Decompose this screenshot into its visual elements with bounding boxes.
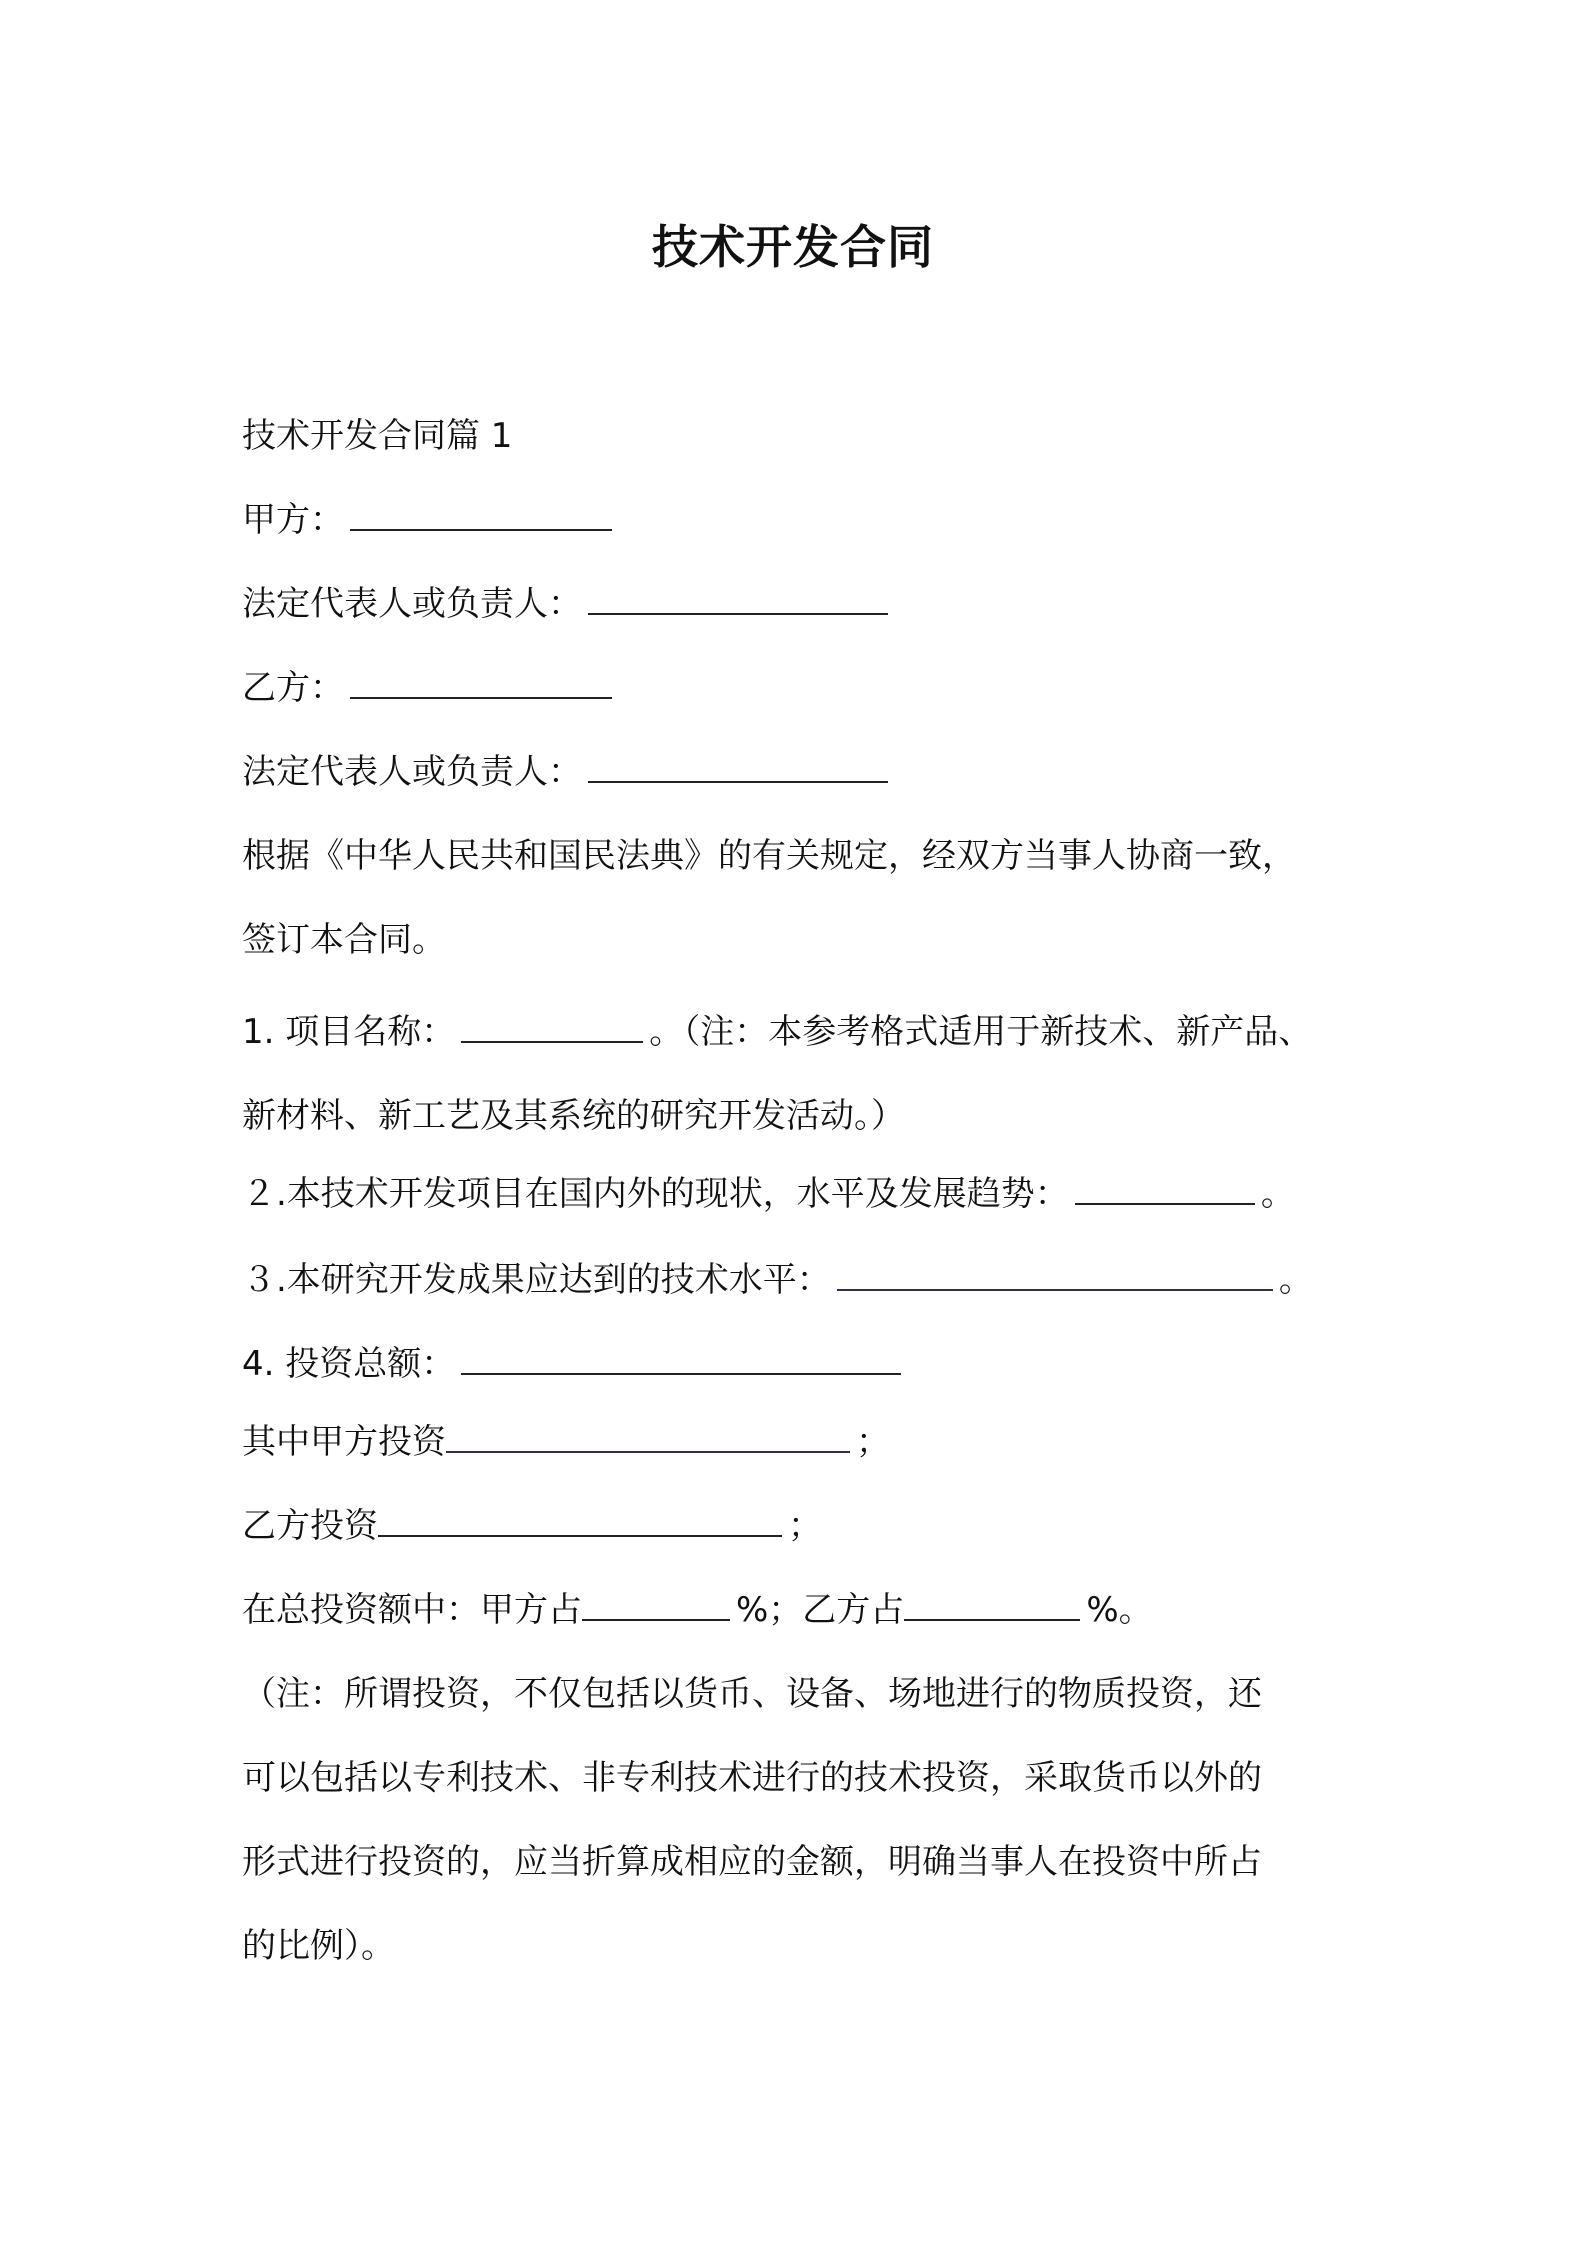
- party-b-invest-blank: [378, 1499, 782, 1537]
- party-b-invest-label: 乙方投资: [242, 1506, 378, 1546]
- item-1-note-line-2: 新材料、新工艺及其系统的研究开发活动。）: [242, 1096, 905, 1136]
- intro-line-2: 签订本合同。: [242, 920, 446, 960]
- document-title: 技术开发合同: [652, 220, 934, 274]
- item-4-line: [242, 1336, 907, 1392]
- legal-rep-a-line: [242, 576, 894, 632]
- item-3-line: [242, 1252, 1313, 1308]
- party-a-label: 甲方：: [242, 500, 344, 540]
- party-a-blank: [350, 493, 612, 531]
- item-2-blank: [1075, 1167, 1255, 1205]
- legal-rep-a-blank: [588, 577, 888, 615]
- note-line-2: 可以包括以专利技术、非专利技术进行的技术投资，采取货币以外的: [242, 1758, 1262, 1798]
- item-4-label: 4. 投资总额：: [242, 1344, 456, 1384]
- ratio-prefix: 在总投资额中：甲方占: [242, 1590, 582, 1630]
- legal-rep-b-blank: [588, 745, 888, 783]
- ratio-end: %。: [1086, 1590, 1153, 1630]
- item-3-blank: [837, 1253, 1273, 1291]
- section-heading: 技术开发合同篇 1: [242, 416, 513, 456]
- party-a-invest-end: ；: [856, 1422, 890, 1462]
- note-line-1: （注：所谓投资，不仅包括以货币、设备、场地进行的物质投资，还: [242, 1674, 1262, 1714]
- item-4-blank: [461, 1337, 901, 1375]
- intro-line-1: 根据《中华人民共和国民法典》的有关规定，经双方当事人协商一致，: [242, 836, 1296, 876]
- item-1-line: [242, 1004, 1312, 1060]
- party-b-invest-line: [242, 1498, 822, 1554]
- legal-rep-b-line: [242, 744, 894, 800]
- party-b-blank: [350, 661, 612, 699]
- ratio-line: [242, 1582, 1153, 1638]
- item-1-label: 1. 项目名称：: [242, 1012, 456, 1052]
- party-a-line: [242, 492, 618, 548]
- item-2-label: ２.本技术开发项目在国内外的现状，水平及发展趋势：: [242, 1174, 1069, 1214]
- note-line-3: 形式进行投资的，应当折算成相应的金额，明确当事人在投资中所占: [242, 1842, 1262, 1882]
- party-a-invest-line: [242, 1414, 890, 1470]
- party-b-line: [242, 660, 618, 716]
- item-3-end: 。: [1278, 1260, 1313, 1300]
- item-2-end: 。: [1260, 1174, 1295, 1214]
- item-3-label: ３.本研究开发成果应达到的技术水平：: [242, 1260, 831, 1300]
- item-1-blank: [461, 1005, 643, 1043]
- party-a-invest-blank: [446, 1415, 850, 1453]
- legal-rep-b-label: 法定代表人或负责人：: [242, 752, 582, 792]
- item-1-note: 。（注：本参考格式适用于新技术、新产品、: [649, 1012, 1313, 1052]
- legal-rep-a-label: 法定代表人或负责人：: [242, 584, 582, 624]
- item-2-line: [242, 1166, 1295, 1222]
- ratio-mid: %；乙方占: [736, 1590, 905, 1630]
- party-b-invest-end: ；: [788, 1506, 822, 1546]
- ratio-a-blank: [582, 1583, 730, 1621]
- ratio-b-blank: [904, 1583, 1080, 1621]
- party-b-label: 乙方：: [242, 668, 344, 708]
- party-a-invest-label: 其中甲方投资: [242, 1422, 446, 1462]
- note-line-4: 的比例）。: [242, 1926, 395, 1966]
